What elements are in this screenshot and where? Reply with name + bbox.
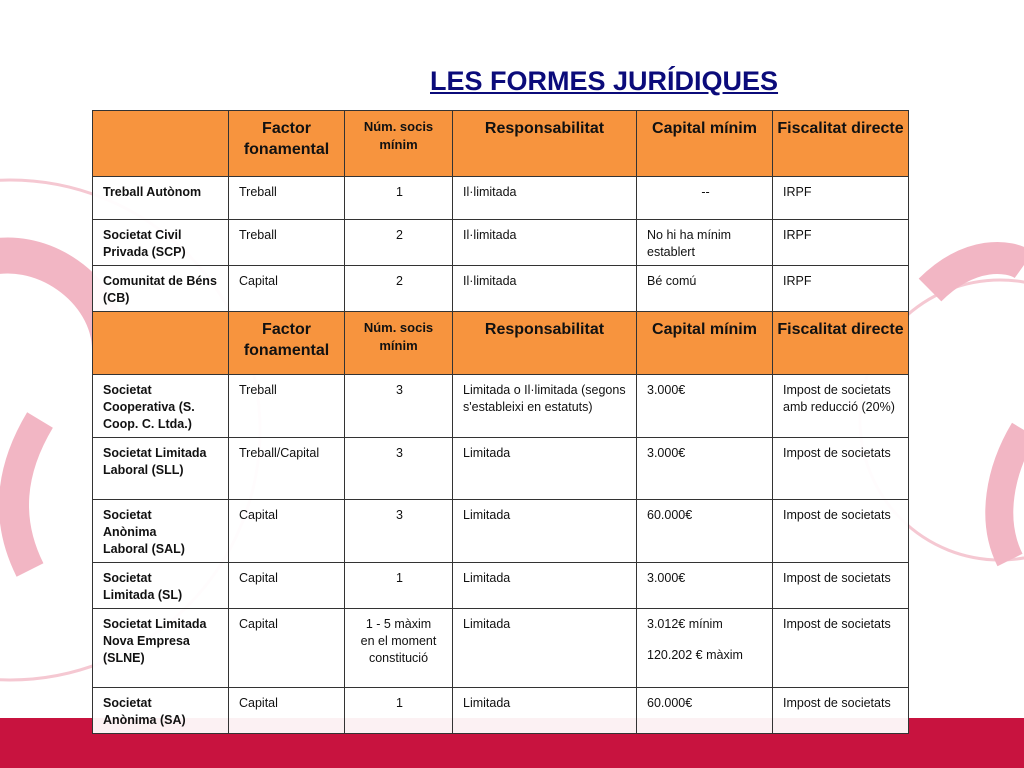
- cell-partners: 1: [345, 177, 453, 220]
- cell-form: Treball Autònom: [93, 177, 229, 220]
- header-cell-capital: Capital mínim: [637, 111, 773, 177]
- cell-capital: 60.000€: [637, 688, 773, 734]
- cell-tax: Impost de societats: [773, 563, 909, 609]
- cell-capital: No hi ha mínim establert: [637, 220, 773, 266]
- header-cell-form: [93, 312, 229, 375]
- cell-capital: 3.000€: [637, 438, 773, 500]
- header-cell-capital: Capital mínim: [637, 312, 773, 375]
- cell-liability: Il·limitada: [453, 177, 637, 220]
- cell-form: Societat Anònima Laboral (SAL): [93, 500, 229, 563]
- cell-factor: Capital: [229, 266, 345, 312]
- table-header-row: [93, 312, 909, 375]
- page-title: LES FORMES JURÍDIQUES: [430, 66, 779, 96]
- cell-factor: Capital: [229, 563, 345, 609]
- header-cell-liability: Responsabilitat: [453, 111, 637, 177]
- cell-tax: Impost de societats: [773, 688, 909, 734]
- cell-liability: Limitada: [453, 500, 637, 563]
- cell-form: Societat Limitada (SL): [93, 563, 229, 609]
- cell-factor: Capital: [229, 688, 345, 734]
- cell-partners: 2: [345, 220, 453, 266]
- cell-capital: 60.000€: [637, 500, 773, 563]
- header-cell-partners: Núm. socis mínim: [345, 312, 453, 375]
- cell-form: Societat Limitada Nova Empresa (SLNE): [93, 609, 229, 688]
- cell-capital: 3.000€: [637, 375, 773, 438]
- table-row: [93, 438, 909, 500]
- cell-capital: Bé comú: [637, 266, 773, 312]
- table-row: [93, 609, 909, 688]
- cell-factor: Treball: [229, 375, 345, 438]
- cell-partners: 3: [345, 375, 453, 438]
- cell-tax: IRPF: [773, 177, 909, 220]
- legal-forms-table-companies: [92, 311, 909, 734]
- cell-tax: Impost de societats amb reducció (20%): [773, 375, 909, 438]
- cell-factor: Treball: [229, 177, 345, 220]
- capital-min: 3.012€ mínim: [647, 617, 723, 631]
- table-row: [93, 500, 909, 563]
- cell-tax: Impost de societats: [773, 609, 909, 688]
- table-row: [93, 177, 909, 220]
- header-cell-liability: Responsabilitat: [453, 312, 637, 375]
- cell-capital: [637, 609, 773, 688]
- capital-max: 120.202 € màxim: [647, 648, 743, 662]
- cell-tax: Impost de societats: [773, 500, 909, 563]
- cell-partners: 3: [345, 500, 453, 563]
- cell-partners: 2: [345, 266, 453, 312]
- cell-factor: Treball/Capital: [229, 438, 345, 500]
- cell-liability: Limitada: [453, 688, 637, 734]
- cell-form: Societat Limitada Laboral (SLL): [93, 438, 229, 500]
- cell-partners: 1: [345, 688, 453, 734]
- header-cell-tax: Fiscalitat directe: [773, 111, 909, 177]
- table-row: [93, 266, 909, 312]
- header-cell-form: [93, 111, 229, 177]
- cell-form: Societat Cooperativa (S. Coop. C. Ltda.): [93, 375, 229, 438]
- cell-partners: 3: [345, 438, 453, 500]
- cell-factor: Treball: [229, 220, 345, 266]
- header-cell-partners: Núm. socis mínim: [345, 111, 453, 177]
- legal-forms-table-individual: [92, 110, 909, 312]
- table-row: [93, 375, 909, 438]
- header-cell-factor: Factor fonamental: [229, 312, 345, 375]
- header-cell-tax: Fiscalitat directe: [773, 312, 909, 375]
- cell-tax: IRPF: [773, 266, 909, 312]
- table-row: [93, 563, 909, 609]
- cell-liability: Limitada o Il·limitada (segons s'estableixi en estatuts): [453, 375, 637, 438]
- cell-capital: --: [637, 177, 773, 220]
- cell-factor: Capital: [229, 500, 345, 563]
- cell-liability: Limitada: [453, 609, 637, 688]
- cell-liability: Limitada: [453, 438, 637, 500]
- table-row: [93, 220, 909, 266]
- table-header-row: [93, 111, 909, 177]
- cell-form: Societat Anònima (SA): [93, 688, 229, 734]
- cell-liability: Il·limitada: [453, 266, 637, 312]
- cell-capital: 3.000€: [637, 563, 773, 609]
- table-row: [93, 688, 909, 734]
- cell-partners: 1: [345, 563, 453, 609]
- cell-liability: Limitada: [453, 563, 637, 609]
- cell-tax: Impost de societats: [773, 438, 909, 500]
- cell-liability: Il·limitada: [453, 220, 637, 266]
- cell-form: Societat Civil Privada (SCP): [93, 220, 229, 266]
- cell-tax: IRPF: [773, 220, 909, 266]
- cell-form: Comunitat de Béns (CB): [93, 266, 229, 312]
- header-cell-factor: Factor fonamental: [229, 111, 345, 177]
- cell-partners: 1 - 5 màxim en el moment constitució: [345, 609, 453, 688]
- cell-factor: Capital: [229, 609, 345, 688]
